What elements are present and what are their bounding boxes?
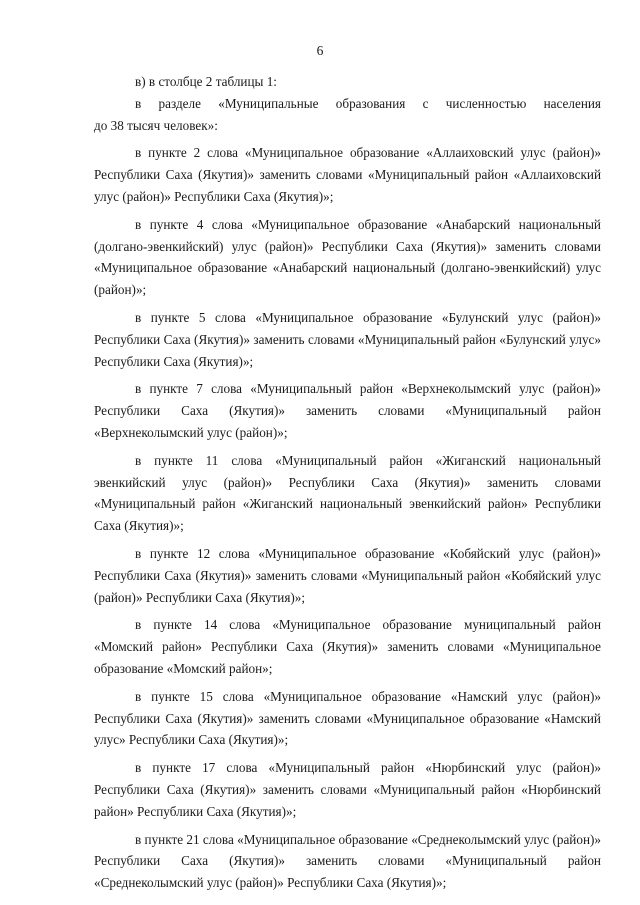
intro-paragraph: в) в столбце 2 таблицы 1:	[135, 74, 277, 89]
amendment-paragraph: в пункте 7 слова «Муниципальный район «Верхнеколымский улус (район)» Республики Саха (Якутия)» заменить словами «Муниципальный район «Верхнеколымский улус (район)»;	[94, 381, 601, 440]
amendment-paragraph: в пункте 17 слова «Муниципальный район «Нюрбинский улус (район)» Республики Саха (Якутия)» заменить словами «Муниципальный район «Нюрбинский район» Республики Саха (Якутия)»;	[94, 760, 601, 819]
amendment-paragraph: в пункте 15 слова «Муниципальное образование «Намский улус (район)» Республики Саха (Якутия)» заменить словами «Муниципальное образование «Намский улус» Республики Саха (Якутия)»;	[94, 688, 601, 748]
amendment-paragraph: в пункте 21 слова «Муниципальное образование «Среднеколымский улус (район)» Республики Саха (Якутия)» заменить словами «Муниципальный район «Среднеколымский улус (район)» Республики Саха (Якутия)»;	[94, 831, 601, 891]
amendment-paragraph: в пункте 4 слова «Муниципальное образование «Анабарский национальный (долгано-эвенкийский) улус (район)» Республики Саха (Якутия)» заменить словами «Муниципальное образование «Анабарский национальный (долгано-эвенкийский) улус (район)»;	[94, 216, 601, 298]
section-heading-line-1: в разделе «Муниципальные образования с численностью населения	[135, 95, 601, 111]
document-body	[94, 71, 601, 900]
page-number: 6	[316, 43, 324, 58]
amendment-paragraph: в пункте 14 слова «Муниципальное образование муниципальный район «Момский район» Республики Саха (Якутия)» заменить словами «Муниципальное образование «Момский район»;	[94, 617, 601, 676]
amendment-paragraph: в пункте 11 слова «Муниципальный район «Жиганский национальный эвенкийский улус (район)» Республики Саха (Якутия)» заменить словами «Муниципальный район «Жиганский национальный эвенкийский район» Республики Саха (Якутия)»;	[94, 452, 601, 534]
amendment-paragraph: в пункте 2 слова «Муниципальное образование «Аллаиховский улус (район)» Республики Саха (Якутия)» заменить словами «Муниципальный район «Аллаиховский улус (район)» Республики Саха (Якутия)»;	[94, 145, 601, 204]
amendment-paragraph: в пункте 12 слова «Муниципальное образование «Кобяйский улус (район)» Республики Саха (Якутия)» заменить словами «Муниципальный район «Кобяйский улус (район)» Республики Саха (Якутия)»;	[94, 545, 601, 605]
section-heading-line-2: до 38 тысяч человек»:	[94, 117, 218, 133]
amendment-paragraph: в пункте 5 слова «Муниципальное образование «Булунский улус (район)» Республики Саха (Якутия)» заменить словами «Муниципальный район «Булунский улус» Республики Саха (Якутия)»;	[94, 309, 601, 369]
